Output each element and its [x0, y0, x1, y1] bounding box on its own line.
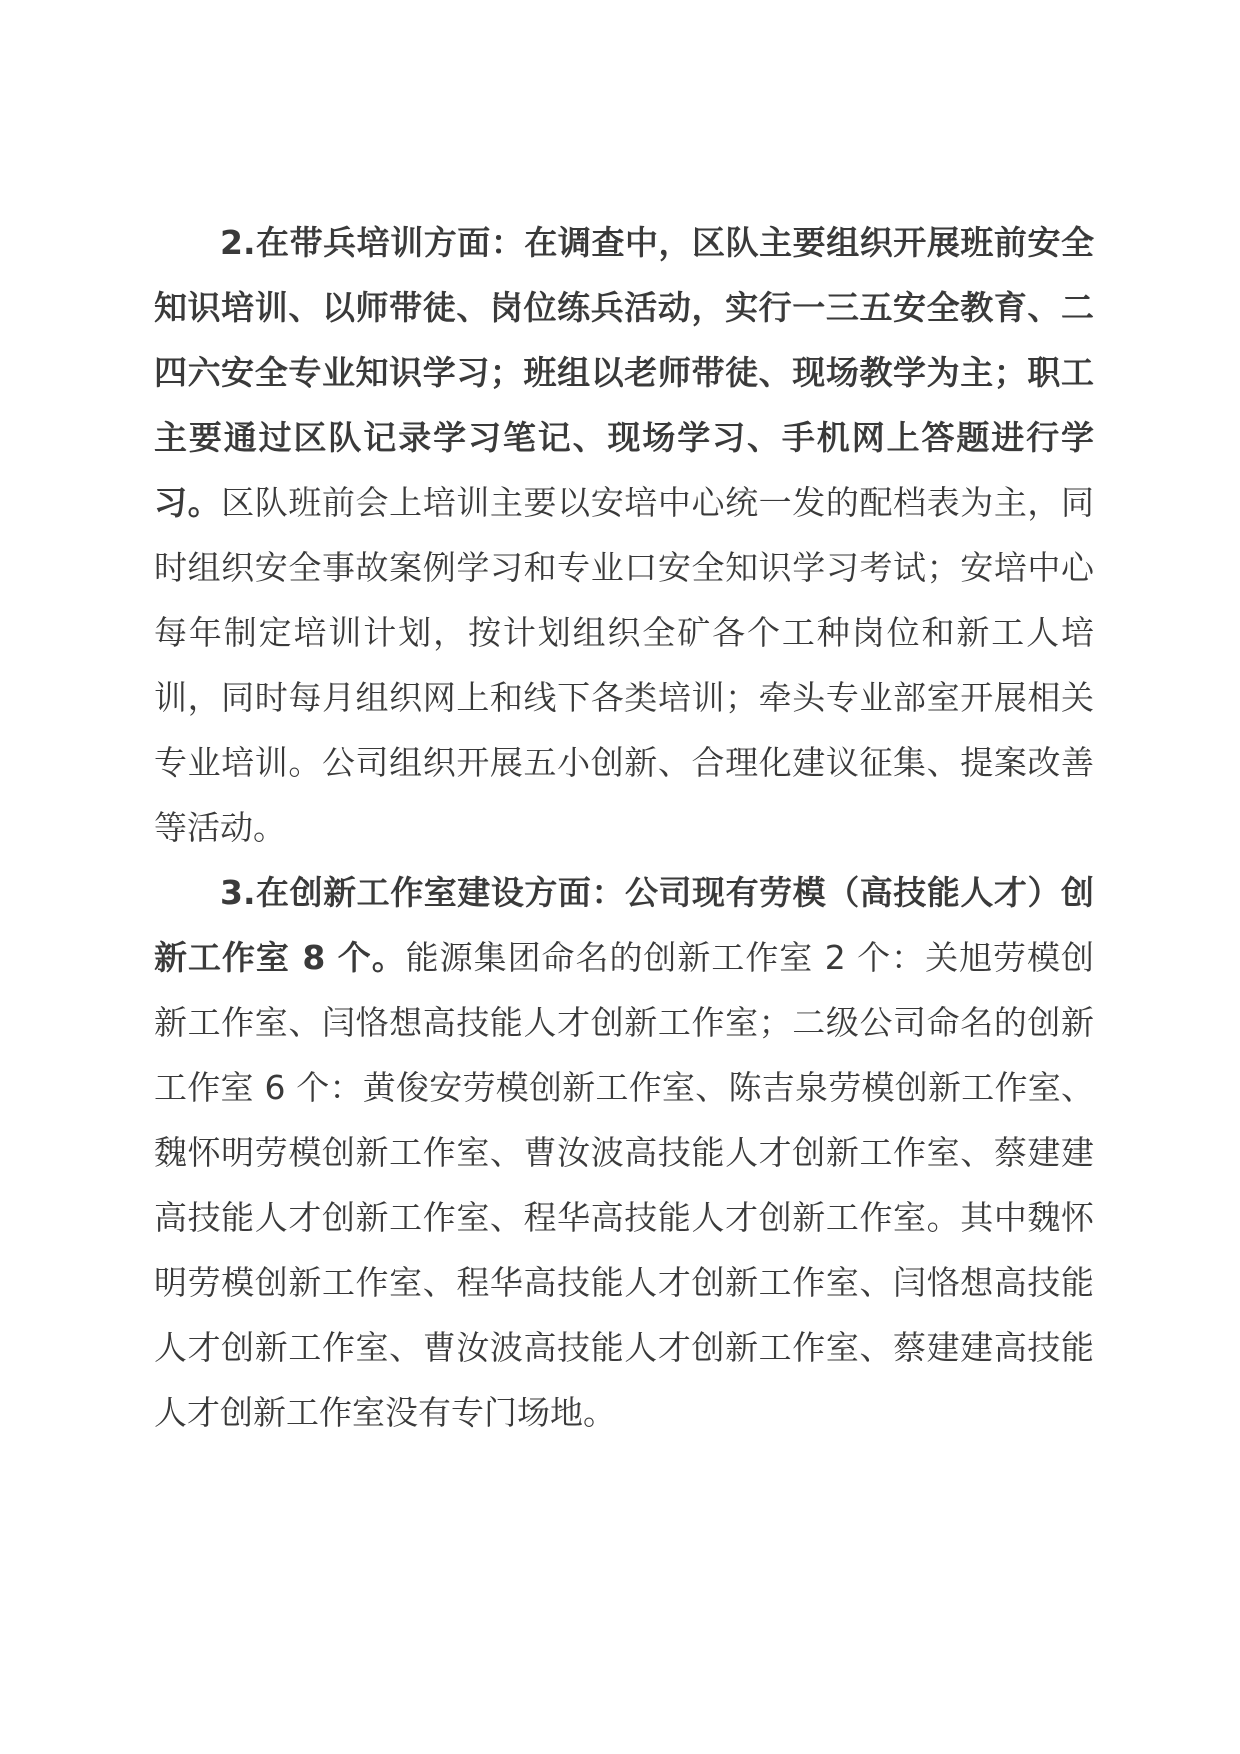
paragraph-training — [154, 210, 1094, 860]
document-page — [154, 210, 1094, 1445]
paragraph-innovation-studio-heading: 3.在创新工作室建设方面：公司现有劳模（高技能人才）创新工作室 8 个。 — [154, 873, 1094, 977]
paragraph-innovation-studio-body: 能源集团命名的创新工作室 2 个：关旭劳模创新工作室、闫恪想高技能人才创新工作室；二级公司命名的创新工作室 6 个：黄俊安劳模创新工作室、陈吉泉劳模创新工作室、魏怀明劳模创新工作室、曹汝波高技能人才创新工作室、蔡建建高技能人才创新工作室、程华高技能人才创新工作室。其中魏怀明劳模创新工作室、程华高技能人才创新工作室、闫恪想高技能人才创新工作室、曹汝波高技能人才创新工作室、蔡建建高技能人才创新工作室没有专门场地。 — [154, 938, 1094, 1432]
paragraph-training-body: 区队班前会上培训主要以安培中心统一发的配档表为主，同时组织安全事故案例学习和专业口安全知识学习考试；安培中心每年制定培训计划，按计划组织全矿各个工种岗位和新工人培训，同时每月组织网上和线下各类培训；牵头专业部室开展相关专业培训。公司组织开展五小创新、合理化建议征集、提案改善等活动。 — [154, 483, 1095, 847]
paragraph-training-heading: 2.在带兵培训方面：在调查中，区队主要组织开展班前安全知识培训、以师带徒、岗位练兵活动，实行一三五安全教育、二四六安全专业知识学习；班组以老师带徒、现场教学为主；职工主要通过区队记录学习笔记、现场学习、手机网上答题进行学习。 — [154, 223, 1094, 522]
paragraph-innovation-studio — [154, 860, 1094, 1445]
